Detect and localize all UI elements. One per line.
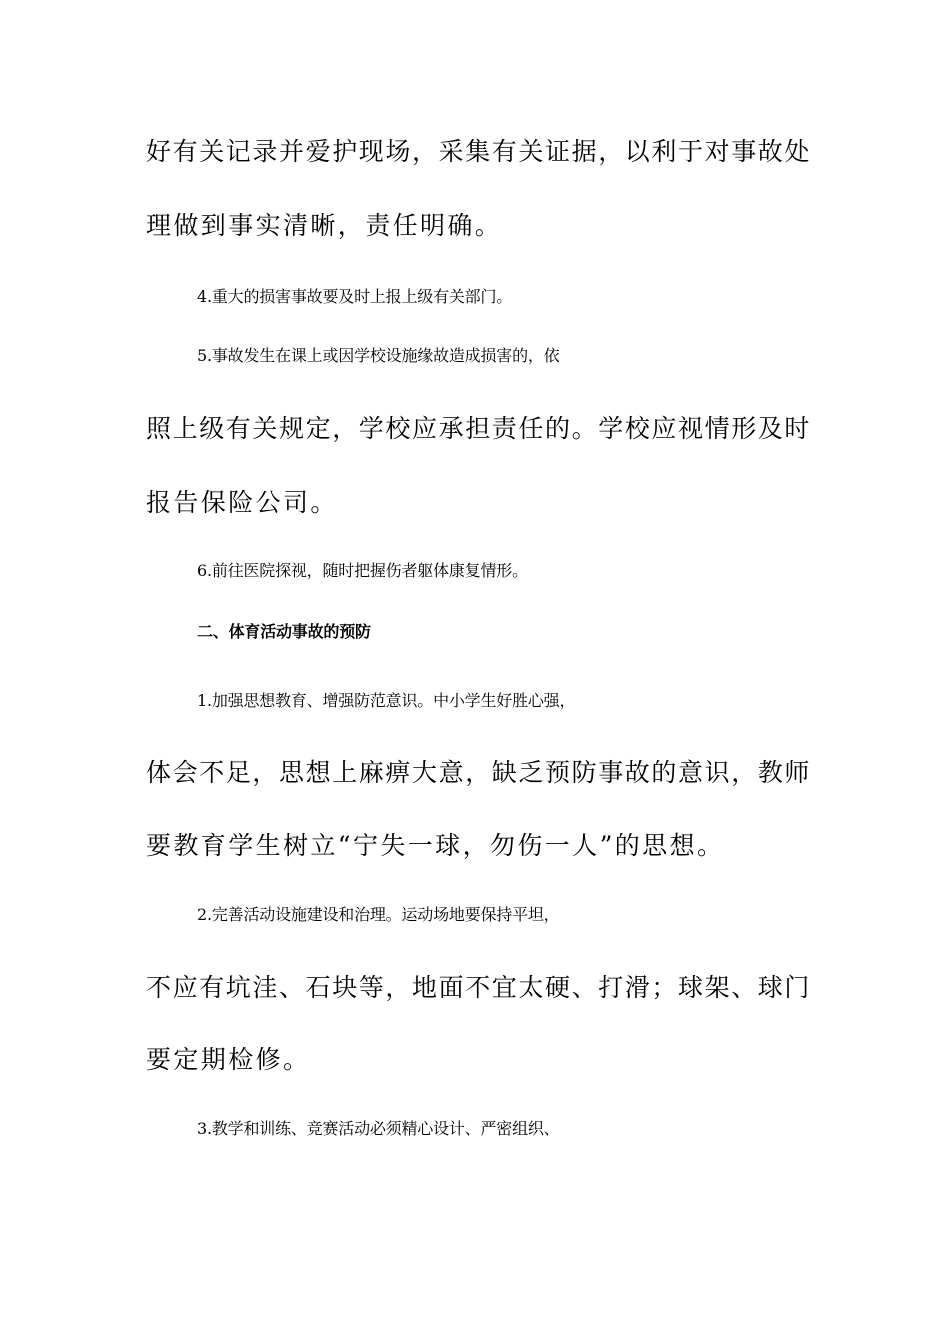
list-item-5: 5.事故发生在课上或因学校设施缘故造成损害的，依 bbox=[197, 346, 560, 365]
list-item-4: 4.重大的损害事故要及时上报上级有关部门。 bbox=[197, 287, 513, 306]
paragraph-line: 要教育学生树立“宁失一球，勿伤一人”的思想。 bbox=[146, 831, 725, 860]
list-item-6: 6.前往医院探视，随时把握伤者躯体康复情形。 bbox=[197, 561, 528, 580]
paragraph-line: 不应有坑洼、石块等，地面不宜太硬、打滑；球架、球门 bbox=[146, 973, 812, 1002]
list-item-3: 3.教学和训练、竞赛活动必须精心设计、严密组织、 bbox=[197, 1119, 560, 1138]
paragraph-line: 要定期检修。 bbox=[146, 1045, 311, 1074]
paragraph-line: 报告保险公司。 bbox=[146, 488, 338, 517]
paragraph-line: 照上级有关规定，学校应承担责任的。学校应视情形及时 bbox=[146, 414, 812, 443]
list-item-2: 2.完善活动设施建设和治理。运动场地要保持平坦， bbox=[197, 905, 560, 924]
paragraph-line: 理做到事实清晰，责任明确。 bbox=[146, 211, 503, 240]
paragraph-line: 体会不足，思想上麻痹大意，缺乏预防事故的意识，教师 bbox=[146, 758, 812, 787]
list-item-1: 1.加强思想教育、增强防范意识。中小学生好胜心强， bbox=[197, 691, 576, 710]
section-heading: 二、体育活动事故的预防 bbox=[197, 622, 371, 641]
paragraph-line: 好有关记录并爱护现场，采集有关证据，以利于对事故处 bbox=[146, 137, 812, 166]
